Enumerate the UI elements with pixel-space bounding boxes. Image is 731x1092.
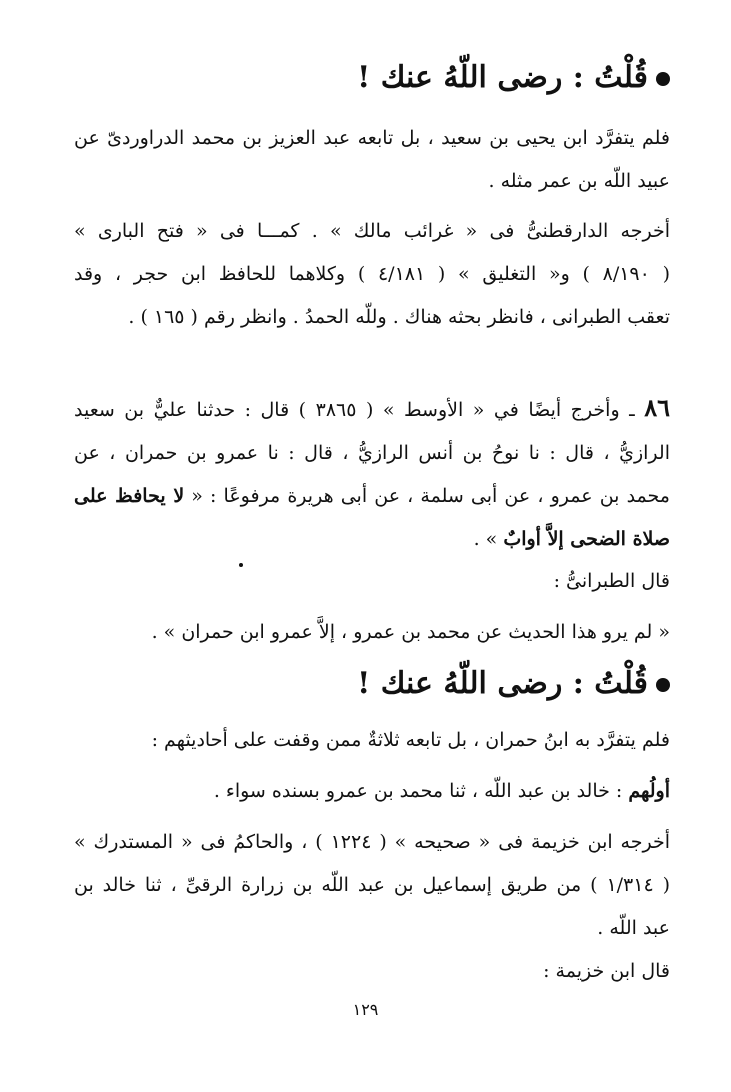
text-line: محمد بن عمرو ، عن أبى سلمة ، عن أبى هريرة مرفوعًا : « لا يحافظ على [74, 485, 670, 507]
page-number: ١٢٩ [352, 1000, 379, 1019]
paragraph-first [74, 770, 670, 813]
text-line: ( ٨/١٩٠ ) و« التغليق » ( ٤/١٨١ ) وكلاهما للحافظ ابن حجر ، وقد [74, 263, 670, 285]
hadith-86 [74, 386, 670, 561]
text-line: عبيد اللّه بن عمر مثله . [488, 170, 670, 192]
text-line: أخرجه الدارقطنىُّ فى « غرائب مالك » . كمـــا فى « فتح البارى » [74, 220, 670, 242]
paragraph-khuzayma [74, 821, 670, 950]
heading-qultu-2: قُلْتُ : رضى اللّهُ عنك ! [74, 664, 670, 704]
heading-qultu-1: قُلْتُ : رضى اللّهُ عنك ! [74, 58, 670, 98]
hadith-number: ٨٦ [644, 393, 670, 422]
hadith-text: لا يحافظ على [74, 485, 185, 507]
text-line: أولُهم : خالد بن عبد اللّه ، ثنا محمد بن عمرو بسنده سواء . [213, 780, 670, 802]
text-line: عبد اللّه . [597, 917, 670, 939]
text-line: تعقب الطبرانى ، فانظر بحثه هناك . وللّه الحمدُ . وانظر رقم ( ١٦٥ ) . [128, 306, 670, 328]
bullet-icon [656, 72, 670, 86]
text-line: ٨٦ ـ وأخرج أيضًا في « الأوسط » ( ٣٨٦٥ ) قال : حدثنا عليٌّ بن سعيد [74, 393, 670, 422]
text-line: صلاة الضحى إلاَّ أوابٌ » . [473, 528, 670, 550]
paragraph-tabarani: قال الطبرانىُّ : [553, 570, 670, 592]
paragraph-2 [74, 210, 670, 339]
text-line: أخرجه ابن خزيمة فى « صحيحه » ( ١٢٢٤ ) ، والحاكمُ فى « المستدرك » [74, 831, 670, 853]
paragraph-1 [74, 117, 670, 203]
text-line: الرازيُّ ، قال : نا نوحُ بن أنس الرازيُّ ، قال : نا عمرو بن حمران ، عن [74, 442, 670, 464]
bullet-icon [656, 678, 670, 692]
quote-tabarani: « لم يرو هذا الحديث عن محمد بن عمرو ، إلاَّ عمرو ابن حمران » . [151, 621, 670, 643]
label-first: أولُهم [628, 780, 670, 802]
hadith-text: صلاة الضحى إلاَّ أوابٌ [503, 528, 670, 550]
text-line: فلم يتفرَّد ابن يحيى بن سعيد ، بل تابعه عبد العزيز بن محمد الدراوردىّ عن [74, 127, 670, 149]
text-line: ( ١/٣١٤ ) من طريق إسماعيل بن عبد اللّه بن زرارة الرقىِّ ، ثنا خالد بن [74, 874, 670, 896]
paragraph-three: فلم يتفرَّد به ابنُ حمران ، بل تابعه ثلاثةٌ ممن وقفت على أحاديثهم : [151, 729, 670, 751]
paragraph-last: قال ابن خزيمة : [543, 960, 670, 982]
